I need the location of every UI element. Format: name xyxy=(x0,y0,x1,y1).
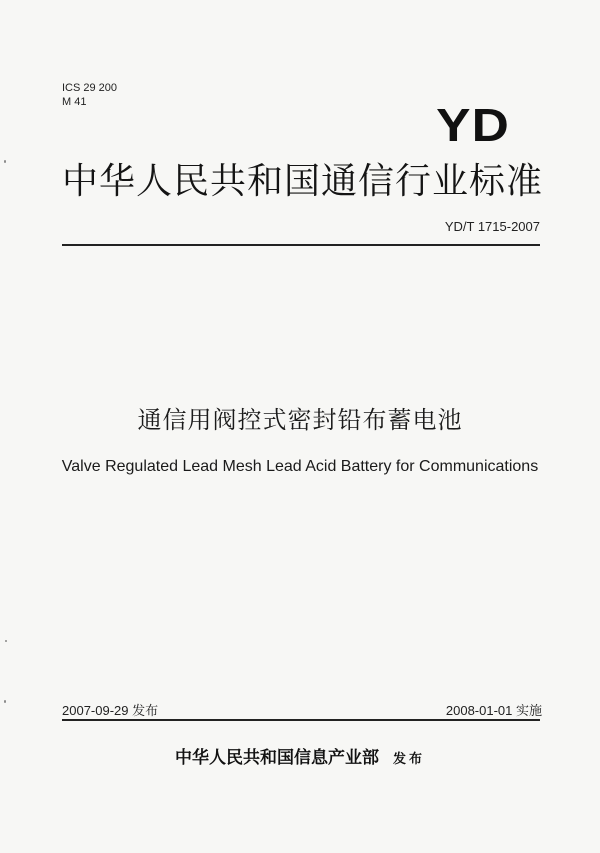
scan-speck xyxy=(5,640,7,642)
document-title-en: Valve Regulated Lead Mesh Lead Acid Battery for Communications xyxy=(61,458,539,475)
publisher-line xyxy=(0,743,600,768)
standard-title: 中华人民共和国通信行业标准 xyxy=(62,161,544,202)
standard-number: YD/T 1715-2007 xyxy=(444,219,540,234)
implementation-date: 2008-01-01 实施 xyxy=(445,703,542,718)
issue-date: 2007-09-29 发布 xyxy=(62,703,159,718)
publish-action: 发布 xyxy=(392,752,425,767)
scan-speck xyxy=(4,700,6,703)
scan-speck xyxy=(4,160,6,163)
ccs-code: M 41 xyxy=(62,96,87,108)
publisher-name: 中华人民共和国信息产业部 xyxy=(174,748,379,768)
yd-logo: YD xyxy=(436,99,510,151)
header-divider xyxy=(62,244,540,246)
classification-codes xyxy=(62,81,117,109)
footer-divider xyxy=(62,719,540,721)
ics-code: ICS 29 200 xyxy=(62,82,118,94)
document-title-cn: 通信用阀控式密封铅布蓄电池 xyxy=(137,406,463,434)
